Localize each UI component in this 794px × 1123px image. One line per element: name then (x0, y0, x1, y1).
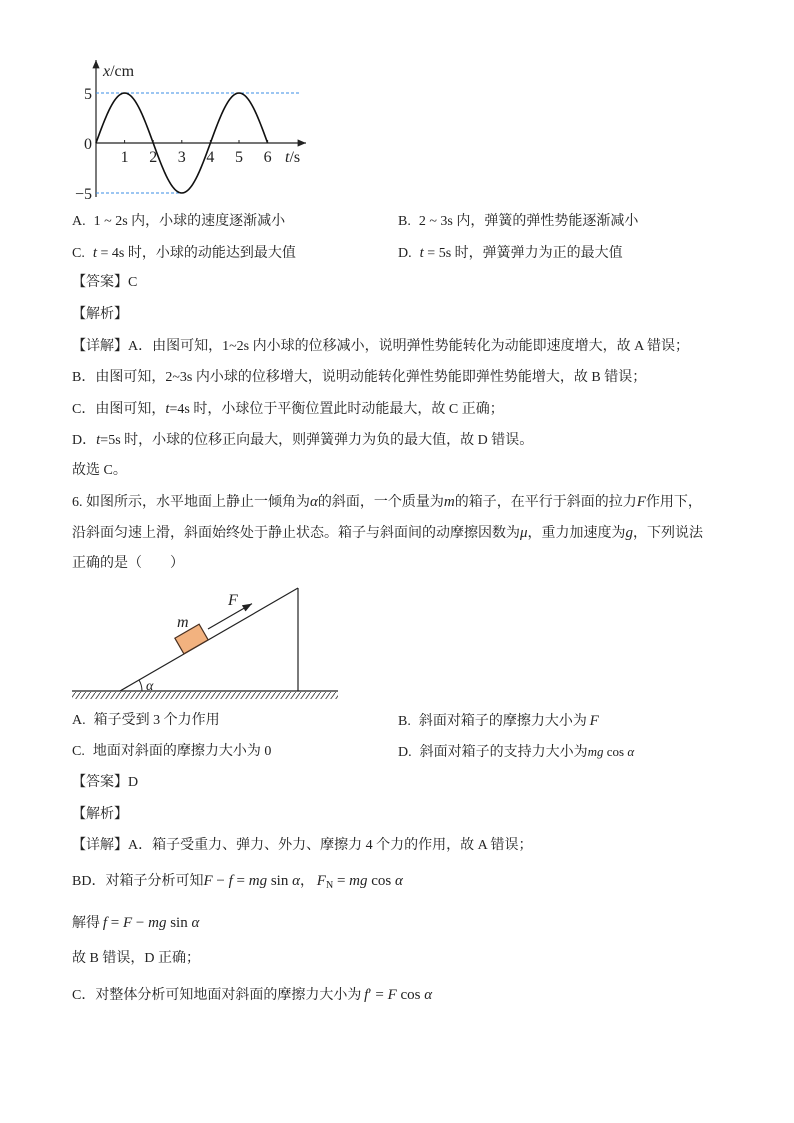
option-label: B. (398, 214, 411, 229)
math-symbol: ′ = (368, 987, 388, 1003)
math-variable: α (310, 494, 318, 510)
option-label: C. (72, 744, 85, 759)
q6-stem-line-3: 正确的是（ ） (72, 556, 184, 571)
stem-text: 6. 如图所示，水平地面上静止一倾角为 (72, 495, 310, 510)
q6-option-c (72, 742, 271, 762)
stem-text: 的斜面，一个质量为 (317, 495, 444, 510)
option-text: 地面对斜面的摩擦力大小为 0 (92, 744, 272, 759)
math-function: sin (270, 873, 289, 889)
option-text: 箱子受到 3 个力作用 (93, 713, 220, 728)
y-axis-label-unit: /cm (110, 63, 135, 80)
q6-detail-c (72, 985, 432, 1006)
angle-label: α (146, 679, 154, 694)
stem-text: 作用下， (645, 495, 702, 510)
math-variable: g (597, 744, 604, 759)
friction-coefficient-symbol (520, 525, 528, 541)
q5-detail-b: B．由图可知，2~3s 内小球的位移增大，说明动能转化弹性势能即弹性势能增大，故 B 错误； (72, 370, 647, 385)
normal-force-subscript: N (325, 880, 334, 891)
math-variable: α (395, 873, 403, 889)
math-function: sin (170, 915, 188, 931)
stem-text: ，下列说法 (633, 526, 704, 541)
answer-value: D (128, 775, 139, 790)
x-tick-label: 6 (263, 149, 272, 166)
option-formula (590, 713, 599, 729)
q5-detail-a: 【详解】A．由图可知，1~2s 内小球的位移减小，说明弹性势能转化为动能即速度增大，故 A 错误； (72, 339, 689, 354)
option-text: 斜面对箱子的摩擦力大小为 (418, 714, 587, 729)
q5-option-b (398, 212, 638, 232)
angle-symbol (310, 494, 318, 510)
math-variable: F (636, 494, 646, 510)
x-tick-label: 2 (149, 149, 158, 166)
q6-solve (72, 913, 199, 934)
math-variable: α (424, 987, 433, 1003)
math-variable: t (165, 401, 170, 417)
y-axis-label-var: x (103, 63, 111, 80)
detail-text: C．由图可知， (72, 402, 166, 417)
detail-text: BD．对箱子分析可知 (72, 874, 204, 889)
math-symbol: = (106, 915, 123, 931)
math-variable: f (364, 987, 369, 1003)
mass-label: m (177, 614, 189, 631)
y-tick-label: −5 (74, 186, 92, 203)
math-variable: F (316, 873, 326, 889)
math-variable: f (228, 873, 233, 889)
x-tick-label: 5 (235, 149, 243, 166)
x-tick-label: 1 (120, 149, 129, 166)
option-text: = 5s 时，弹簧弹力为正的最大值 (423, 246, 623, 261)
y-tick-label: 5 (84, 86, 92, 103)
option-text: 斜面对箱子的支持力大小为 (419, 745, 588, 760)
math-variable: m (349, 873, 360, 889)
q6-answer (72, 773, 138, 793)
option-label: A. (72, 713, 86, 728)
force-label: F (228, 592, 238, 609)
displacement-time-chart (60, 50, 320, 210)
y-tick-label: 0 (84, 136, 92, 153)
q5-option-c (72, 243, 296, 264)
q5-detail-c (72, 399, 504, 420)
math-variable: α (191, 915, 200, 931)
q5-option-d (398, 243, 623, 264)
math-symbol: = (232, 873, 249, 889)
option-label: A. (72, 214, 86, 229)
math-variable: m (443, 494, 455, 510)
detail-text: 解得 (72, 916, 100, 931)
math-variable: t (92, 245, 98, 261)
answer-tag: 【答案】 (72, 775, 128, 790)
x-axis-label (285, 149, 300, 166)
option-label: C. (72, 246, 85, 261)
math-variable: F (122, 915, 133, 931)
math-symbol: − (132, 915, 149, 931)
math-variable: m (587, 744, 598, 759)
math-variable: g (625, 525, 634, 541)
math-function: cos (606, 744, 625, 759)
math-symbol: − (212, 873, 229, 889)
detail-text: D． (72, 433, 97, 448)
answer-tag: 【答案】 (72, 275, 128, 290)
math-variable: g (158, 915, 167, 931)
q5-option-a (72, 212, 285, 232)
x-tick-label: 4 (206, 149, 215, 166)
force-symbol (637, 494, 646, 510)
x-axis-label-var: t (285, 149, 290, 166)
x-axis-label-unit: /s (289, 149, 301, 166)
math-variable: μ (520, 525, 528, 541)
q6-option-d (398, 742, 634, 763)
mass-symbol (444, 494, 455, 510)
normal-force-symbol (317, 873, 326, 889)
stem-text: 的箱子，在平行于斜面的拉力 (454, 495, 637, 510)
option-text: 2 ~ 3s 内，弹簧的弹性势能逐渐减小 (418, 214, 639, 229)
equation-force-balance (203, 873, 300, 889)
q5-analysis-tag: 【解析】 (72, 307, 128, 322)
q5-detail-d (72, 430, 533, 451)
math-symbol: = (333, 873, 350, 889)
option-label: D. (398, 745, 412, 760)
incline-diagram (60, 580, 350, 705)
math-variable: F (203, 873, 213, 889)
option-formula (588, 744, 635, 759)
math-function: cos (371, 873, 392, 889)
math-variable: g (259, 873, 268, 889)
math-function: cos (400, 987, 421, 1003)
q6-option-b (398, 711, 599, 732)
separator: ， (299, 874, 314, 889)
q6-detail-bd (72, 871, 403, 896)
equation-friction (103, 915, 200, 931)
q6-result-bd: 故 B 错误，D 正确； (72, 951, 200, 966)
detail-text: =4s 时，小球位于平衡位置此时动能最大，故 C 正确； (169, 402, 504, 417)
equation-ground-friction (364, 987, 432, 1003)
math-variable: t (96, 432, 101, 448)
y-axis-label (102, 63, 135, 80)
detail-text: C．对整体分析可知地面对斜面的摩擦力大小为 (72, 988, 362, 1003)
stem-text: 沿斜面匀速上滑，斜面始终处于静止状态。箱子与斜面间的动摩擦因数为 (72, 526, 520, 541)
math-variable: F (387, 987, 397, 1003)
option-label: D. (398, 246, 412, 261)
q6-stem-line-1 (72, 492, 702, 513)
gravity-symbol (626, 525, 634, 541)
answer-value: C (128, 275, 138, 290)
math-variable: f (102, 915, 107, 931)
detail-text: =5s 时，小球的位移正向最大，则弹簧弹力为负的最大值，故 D 错误。 (100, 433, 534, 448)
incline-surface (120, 588, 298, 691)
x-tick-label: 3 (177, 149, 186, 166)
math-variable: t (419, 245, 424, 261)
option-label: B. (398, 714, 411, 729)
math-variable: g (360, 873, 368, 889)
math-variable: m (248, 873, 260, 889)
q6-analysis-tag: 【解析】 (72, 807, 128, 822)
equation-normal-force (333, 873, 403, 889)
math-variable: F (589, 713, 599, 729)
angle-arc (139, 680, 142, 691)
ground-hatching (72, 692, 338, 699)
math-variable: α (292, 873, 300, 889)
math-variable: α (627, 744, 635, 759)
q5-answer (72, 273, 137, 293)
q6-option-a (72, 711, 220, 731)
q5-conclusion: 故选 C。 (72, 463, 127, 478)
option-text: 1 ~ 2s 内，小球的速度逐渐减小 (93, 214, 286, 229)
stem-text: ，重力加速度为 (527, 526, 626, 541)
option-text: = 4s 时，小球的动能达到最大值 (97, 246, 296, 261)
q6-stem-line-2 (72, 523, 703, 544)
math-variable: m (148, 915, 159, 931)
q6-detail-a: 【详解】A．箱子受重力、弹力、外力、摩擦力 4 个力的作用，故 A 错误； (72, 838, 533, 853)
